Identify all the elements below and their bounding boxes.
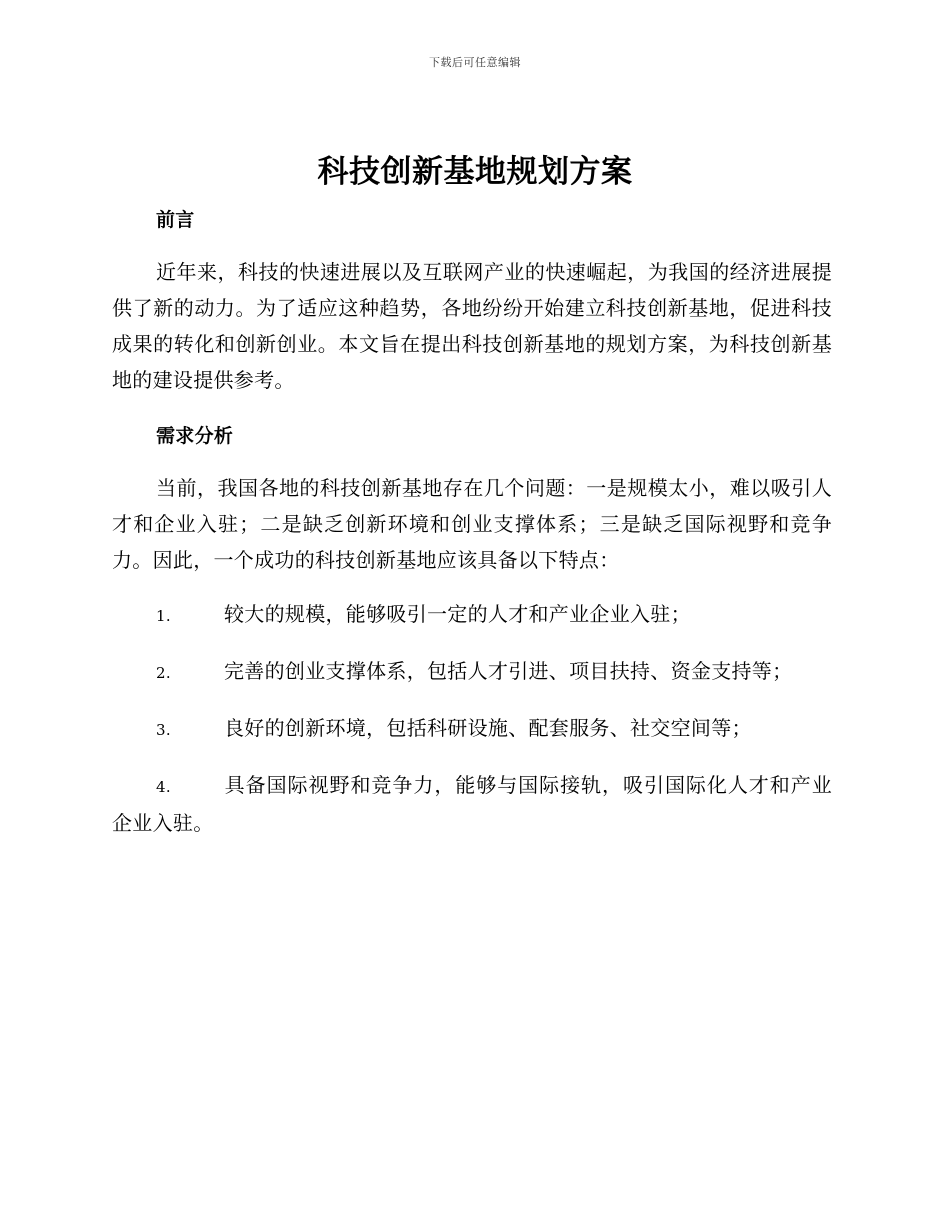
list-item: [112, 653, 832, 691]
list-item-text: 较大的规模，能够吸引一定的人才和产业企业入驻；: [224, 602, 691, 626]
list-item-number: 2.: [156, 664, 171, 682]
list-item: [112, 767, 832, 841]
list-item: [112, 710, 832, 748]
list-item-text: 完善的创业支撑体系，包括人才引进、项目扶持、资金支持等；: [224, 659, 793, 683]
section-heading-needs-analysis: 需求分析: [156, 425, 234, 447]
document-title: 科技创新基地规划方案: [317, 154, 633, 190]
feature-list: [112, 596, 832, 841]
list-item: [112, 596, 832, 634]
header-note: 下载后可任意编辑: [429, 56, 521, 69]
list-item-number: 3.: [156, 721, 171, 739]
list-item-number: 1.: [156, 607, 171, 625]
needs-analysis-paragraph: 当前，我国各地的科技创新基地存在几个问题：一是规模太小，难以吸引人才和企业入驻；二是缺乏创新环境和创业支撑体系；三是缺乏国际视野和竞争力。因此，一个成功的科技创新基地应该具备以下特点：: [112, 476, 832, 572]
list-item-text: 良好的创新环境，包括科研设施、配套服务、社交空间等；: [224, 716, 752, 740]
preface-paragraph: 近年来，科技的快速进展以及互联网产业的快速崛起，为我国的经济进展提供了新的动力。为了适应这种趋势，各地纷纷开始建立科技创新基地，促进科技成果的转化和创新创业。本文旨在提出科技创新基地的规划方案，为科技创新基地的建设提供参考。: [112, 260, 832, 392]
list-item-text: 具备国际视野和竞争力，能够与国际接轨，吸引国际化人才和产业企业入驻。: [112, 773, 832, 835]
section-heading-preface: 前言: [156, 209, 195, 231]
list-item-number: 4.: [156, 778, 171, 796]
document-body: [112, 200, 832, 860]
